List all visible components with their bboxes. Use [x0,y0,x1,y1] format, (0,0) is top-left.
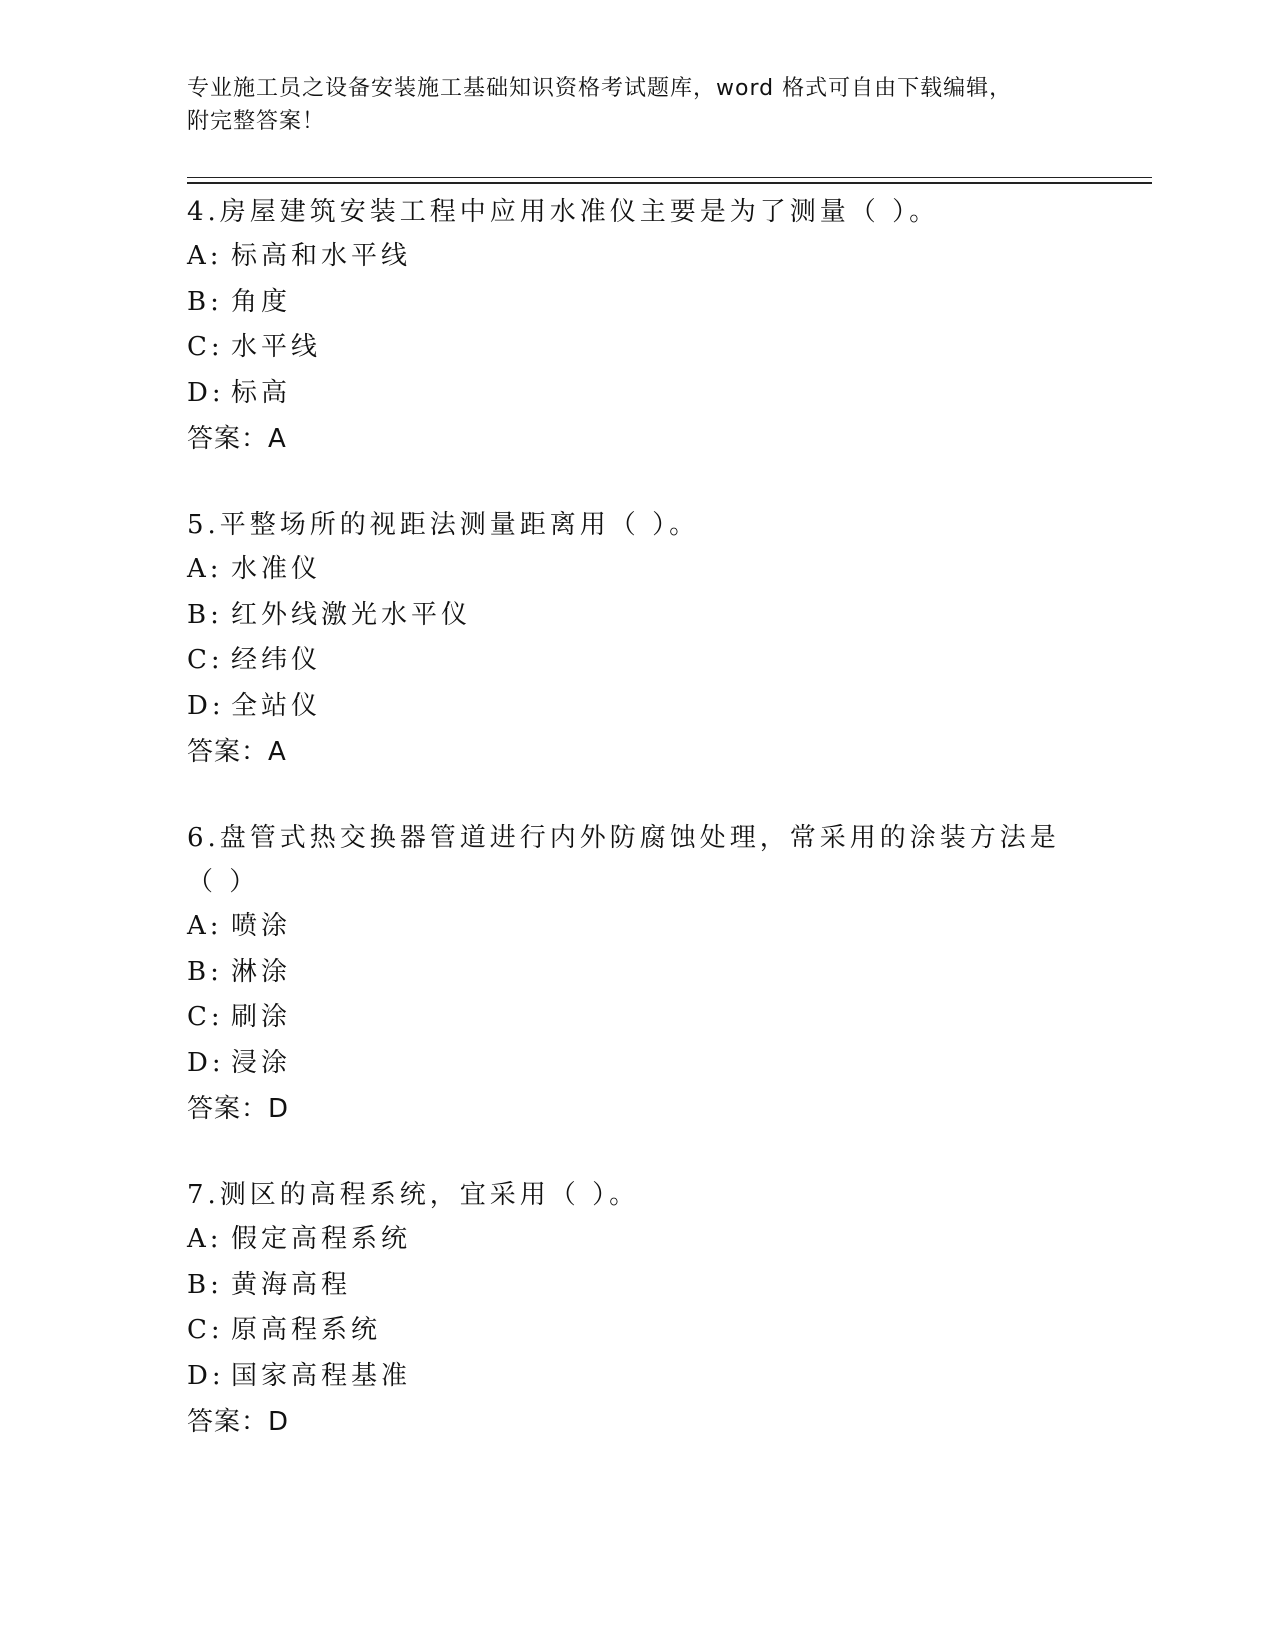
option-letter: C: [187,1315,224,1345]
option-text: 国家高程基准 [231,1360,412,1391]
option-text: 刷涂 [231,1002,292,1032]
question-stem: 4.房屋建筑安装工程中应用水准仪主要是为了测量（ ）。 [187,197,940,227]
option-letter: A: [187,911,223,941]
question-stem: 7.测区的高程系统，宜采用（ ）。 [187,1180,640,1210]
option-letter: A: [187,554,223,584]
question-stem: 6.盘管式热交换器管道进行内外防腐蚀处理，常采用的涂装方法是（ ） [187,823,1060,897]
option-text: 经纬仪 [231,645,322,675]
option-text: 浸涂 [231,1047,292,1078]
option-letter: B: [187,286,223,317]
header-line-2: 附完整答案！ [187,109,326,134]
answer-line: 答案：A [187,737,287,767]
option-c [187,995,1067,1041]
question-7 [187,1173,1067,1445]
option-text: 标高 [231,377,292,408]
option-letter: B: [187,599,223,630]
option-letter: A: [187,241,223,271]
option-a [187,904,1067,950]
answer-line: 答案：A [187,424,287,454]
option-text: 水平线 [231,332,322,362]
question-4 [187,190,1067,462]
option-c [187,1308,1067,1354]
option-d [187,1041,1067,1087]
option-letter: C: [187,332,224,362]
question-list [187,190,1067,1486]
option-a [187,1217,1067,1263]
option-letter: A: [187,1224,223,1254]
option-letter: C: [187,1002,224,1032]
question-5 [187,503,1067,775]
header-divider-thin [187,177,1152,178]
option-b [187,280,1067,326]
option-letter: B: [187,1269,223,1300]
option-letter: D: [187,377,225,408]
option-a [187,547,1067,593]
option-d [187,1354,1067,1400]
option-text: 假定高程系统 [231,1224,412,1254]
option-letter: D: [187,1047,225,1078]
option-text: 标高和水平线 [231,241,412,271]
option-text: 喷涂 [231,911,292,941]
answer-line: 答案：D [187,1094,290,1124]
option-b [187,593,1067,639]
option-text: 淋涂 [231,956,292,987]
option-d [187,371,1067,417]
option-c [187,638,1067,684]
option-b [187,950,1067,996]
option-text: 原高程系统 [231,1315,382,1345]
option-a [187,234,1067,280]
option-letter: C: [187,645,224,675]
question-stem: 5.平整场所的视距法测量距离用（ ）。 [187,510,700,540]
option-d [187,684,1067,730]
option-text: 红外线激光水平仪 [231,599,472,630]
answer-line: 答案：D [187,1407,290,1437]
option-text: 黄海高程 [231,1269,352,1300]
option-text: 水准仪 [231,554,322,584]
document-header [187,72,1067,138]
option-text: 全站仪 [231,690,322,721]
option-letter: D: [187,690,225,721]
option-letter: D: [187,1360,225,1391]
header-line-1: 专业施工员之设备安装施工基础知识资格考试题库，word 格式可自由下载编辑， [187,76,1013,101]
question-6 [187,816,1067,1132]
header-divider-thick [187,182,1152,184]
option-b [187,1263,1067,1309]
option-c [187,325,1067,371]
option-text: 角度 [231,286,292,317]
option-letter: B: [187,956,223,987]
